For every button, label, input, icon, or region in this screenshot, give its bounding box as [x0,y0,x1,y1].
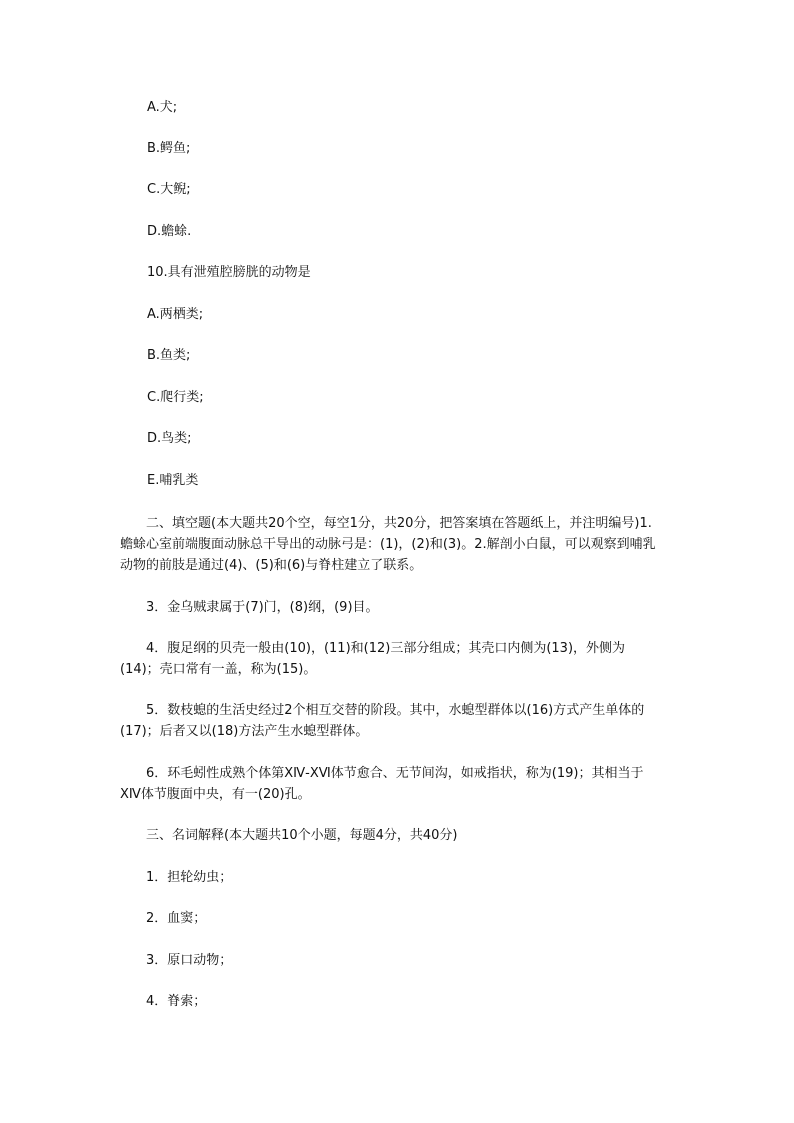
term-2-text: 2．血窦； [146,911,207,926]
question-5-text: 5．数枝螅的生活史经过2个相互交替的阶段。其中，水螅型群体以(16)方式产生单体的(17)；后者又以(18)方法产生水螅型群体。 [120,703,645,739]
fill-in-intro-text: 二、填空题(本大题共20个空，每空1分，共20分，把答案填在答题纸上，并注明编号)1.蟾蜍心室前端腹面动脉总干导出的动脉弓是：(1)，(2)和(3)。2.解剖小白鼠，可以观察到哺乳动物的前肢是通过(4)、(5)和(6)与脊柱建立了联系。 [120,516,656,573]
term-4-text: 4．脊索； [146,994,207,1009]
option-d-toad: D.蟾蜍. [147,224,192,239]
term-1 [120,867,660,888]
option-c-reptiles: C.爬行类; [147,390,204,405]
fill-in-question-6 [120,763,660,805]
option-b-fish: B.鱼类; [147,348,191,363]
fill-in-question-4 [120,638,660,680]
option-a-amphibians: A.两栖类; [147,307,204,322]
question-4-text: 4．腹足纲的贝壳一般由(10)，(11)和(12)三部分组成；其壳口内侧为(13)，外侧为(14)；壳口常有一盖，称为(15)。 [120,641,626,677]
term-3 [120,950,660,971]
section-fill-in-blank [120,513,660,576]
term-4 [120,991,660,1012]
section-term-definitions [120,825,660,846]
terms-heading-text: 三、名词解释(本大题共10个小题，每题4分，共40分) [146,828,458,843]
fill-in-question-5 [120,700,660,742]
option-b-crocodile: B.鳄鱼; [147,141,191,156]
question-6-text: 6．环毛蚓性成熟个体第ⅩⅣ-ⅩⅥ体节愈合、无节间沟，如戒指状，称为(19)；其相当于ⅩⅣ体节腹面中央，有一(20)孔。 [120,766,644,802]
option-e-mammals: E.哺乳类 [147,473,199,488]
fill-in-question-3 [120,597,660,618]
question-10: 10.具有泄殖腔膀胱的动物是 [147,265,311,280]
option-c-salamander: C.大鲵; [147,182,191,197]
term-2 [120,908,660,929]
term-3-text: 3．原口动物； [146,953,233,968]
term-1-text: 1．担轮幼虫； [146,870,233,885]
option-d-birds: D.鸟类; [147,431,192,446]
option-a-dog: A.犬; [147,100,178,115]
question-3-text: 3．金乌贼隶属于(7)门，(8)纲，(9)目。 [146,600,379,615]
